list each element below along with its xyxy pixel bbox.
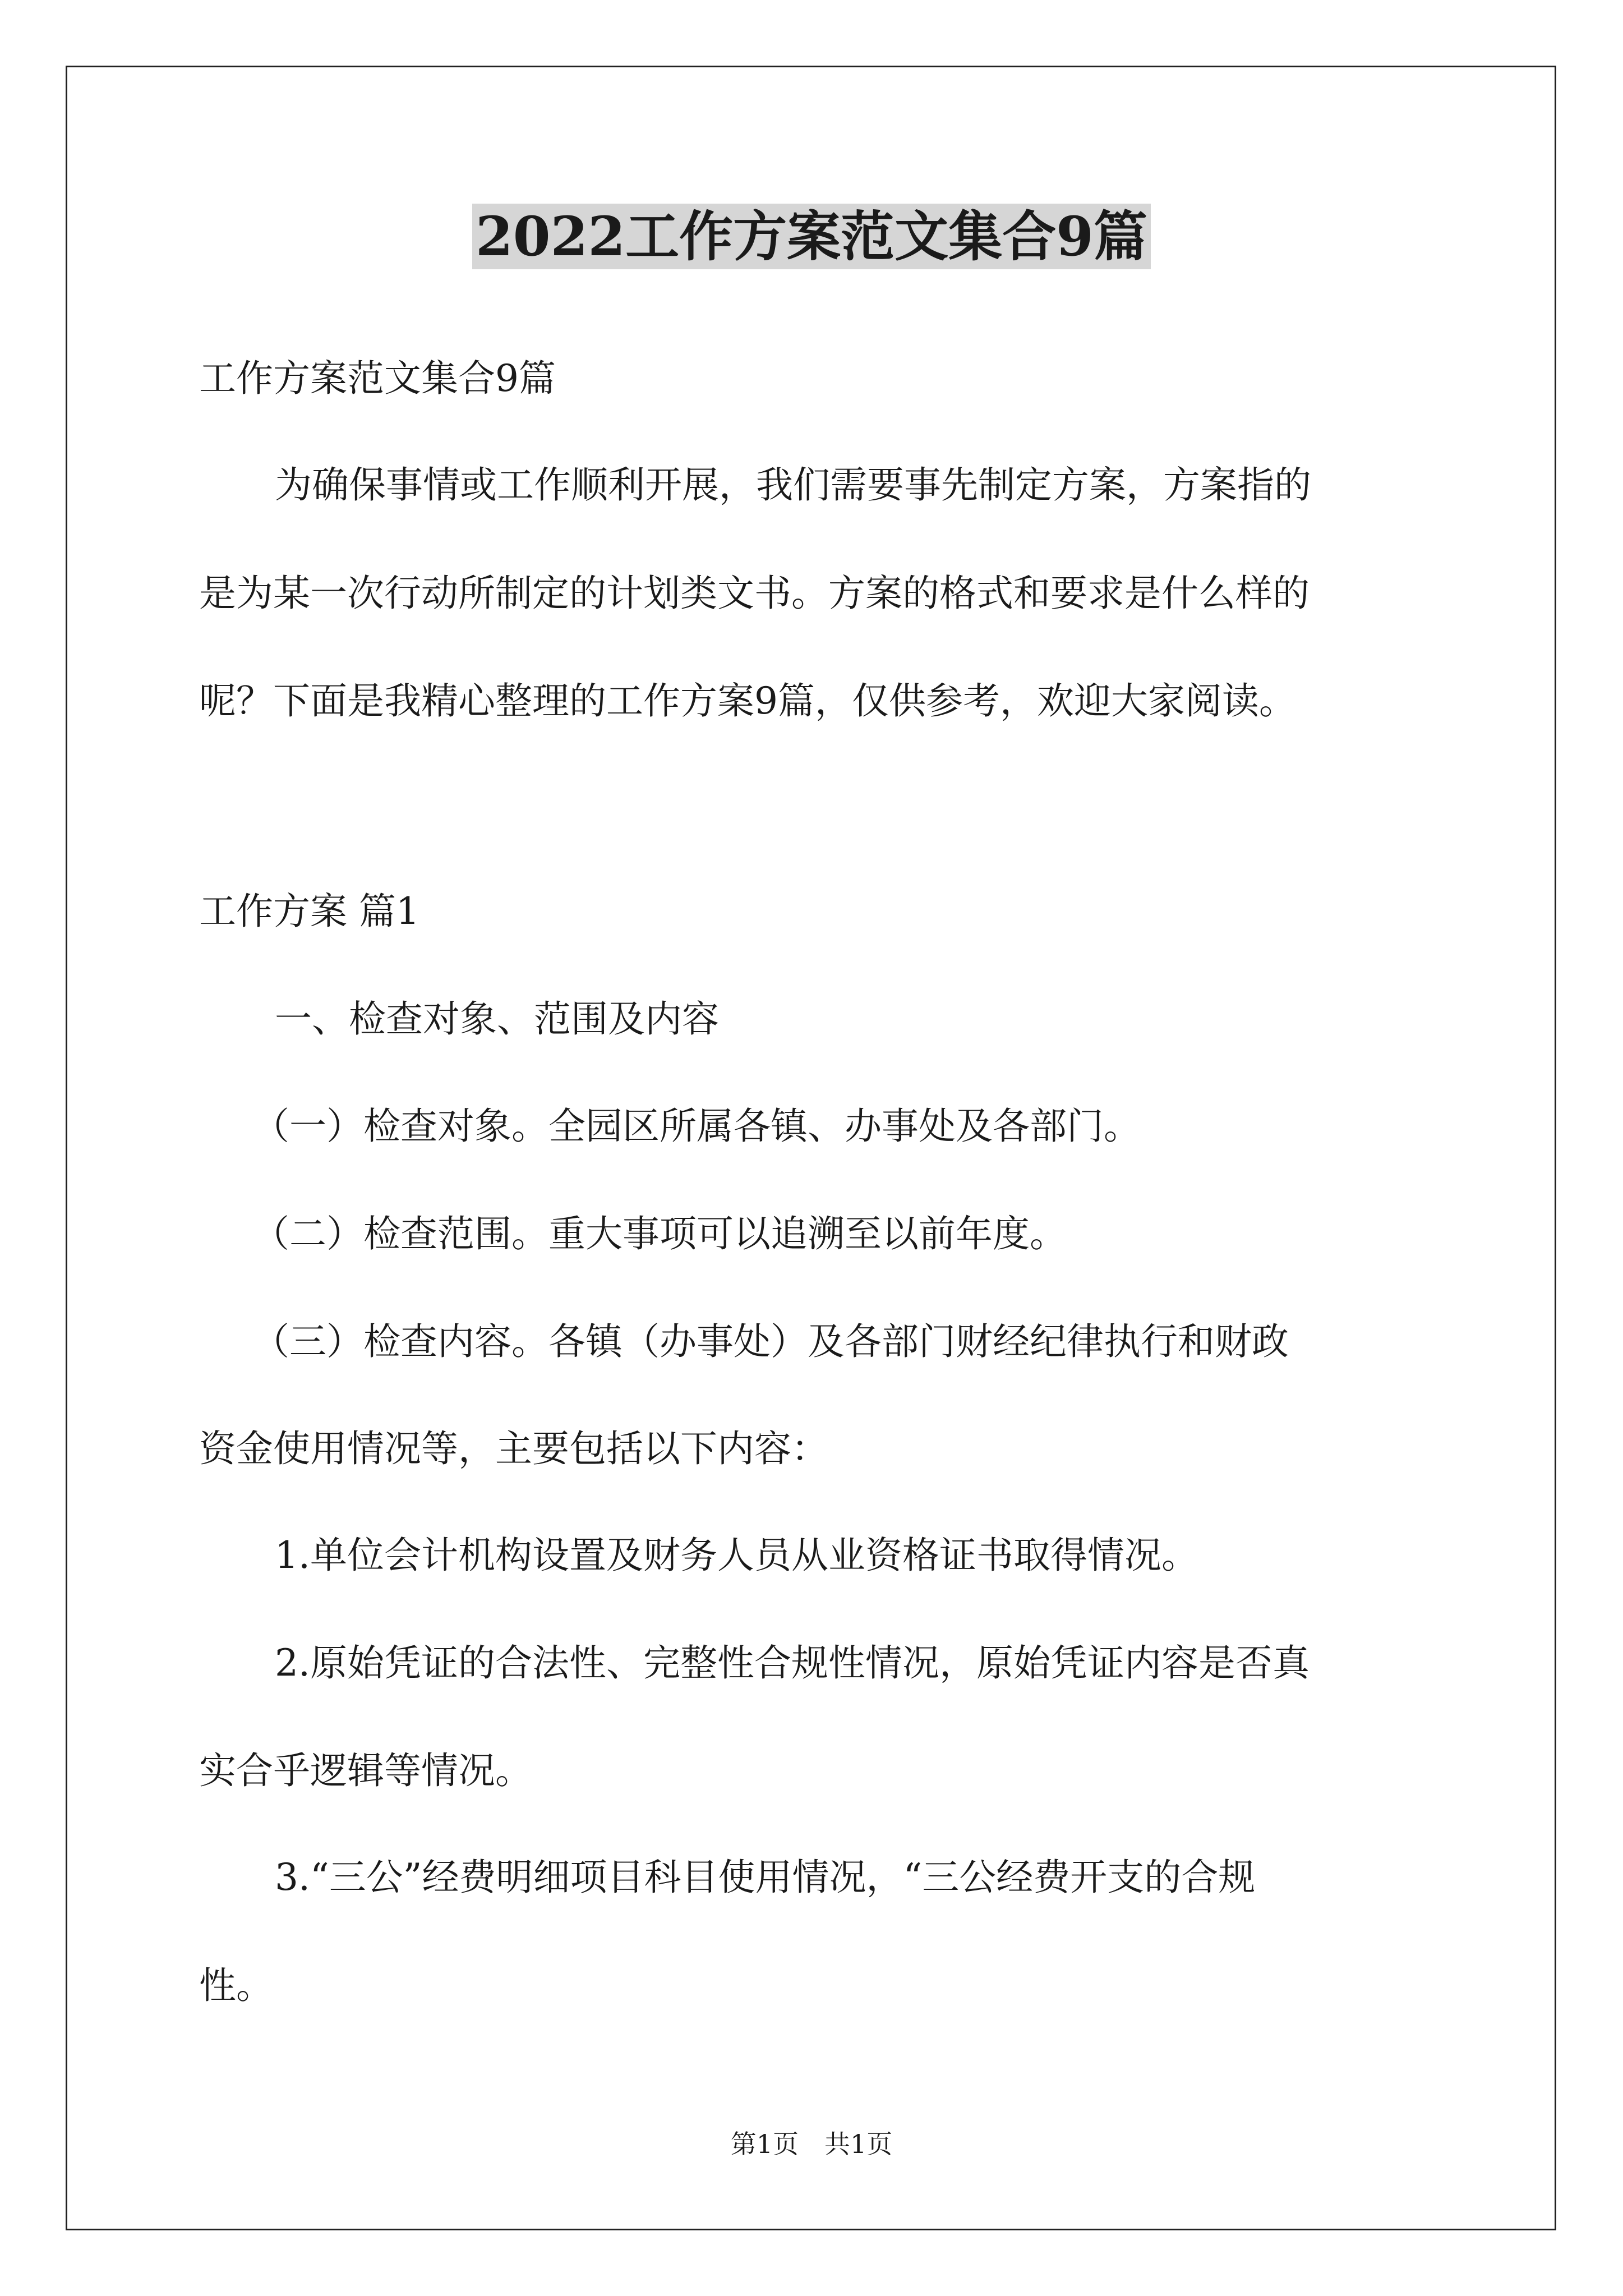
body-line-4: （三）检查内容。各镇（办事处）及各部门财经纪律执行和财政 [252,1320,1289,1363]
subtitle: 工作方案范文集合9篇 [199,357,556,400]
intro-line-3: 呢？下面是我精心整理的工作方案9篇，仅供参考，欢迎大家阅读。 [199,679,1296,723]
body-line-1: 一、检查对象、范围及内容 [275,997,719,1041]
body-line-8: 实合乎逻辑等情况。 [199,1749,532,1792]
body-line-9: 3.“三公”经费明细项目科目使用情况，“三公经费开支的合规 [275,1856,1256,1899]
body-line-10: 性。 [199,1964,273,2007]
body-line-6: 1.单位会计机构设置及财务人员从业资格证书取得情况。 [275,1534,1198,1577]
body-line-3: （二）检查范围。重大事项可以追溯至以前年度。 [252,1212,1067,1255]
body-line-5: 资金使用情况等，主要包括以下内容： [199,1427,828,1470]
intro-line-1: 为确保事情或工作顺利开展，我们需要事先制定方案，方案指的 [275,463,1311,507]
page-footer: 第1页 共1页 [730,2129,893,2159]
intro-line-2: 是为某一次行动所制定的计划类文书。方案的格式和要求是什么样的 [199,572,1310,615]
document-title: 2022工作方案范文集合9篇 [0,197,1623,276]
section-heading: 工作方案 篇1 [199,890,419,933]
body-line-7: 2.原始凭证的合法性、完整性合规性情况，原始凭证内容是否真 [275,1641,1310,1685]
body-line-2: （一）检查对象。全园区所属各镇、办事处及各部门。 [252,1105,1141,1148]
